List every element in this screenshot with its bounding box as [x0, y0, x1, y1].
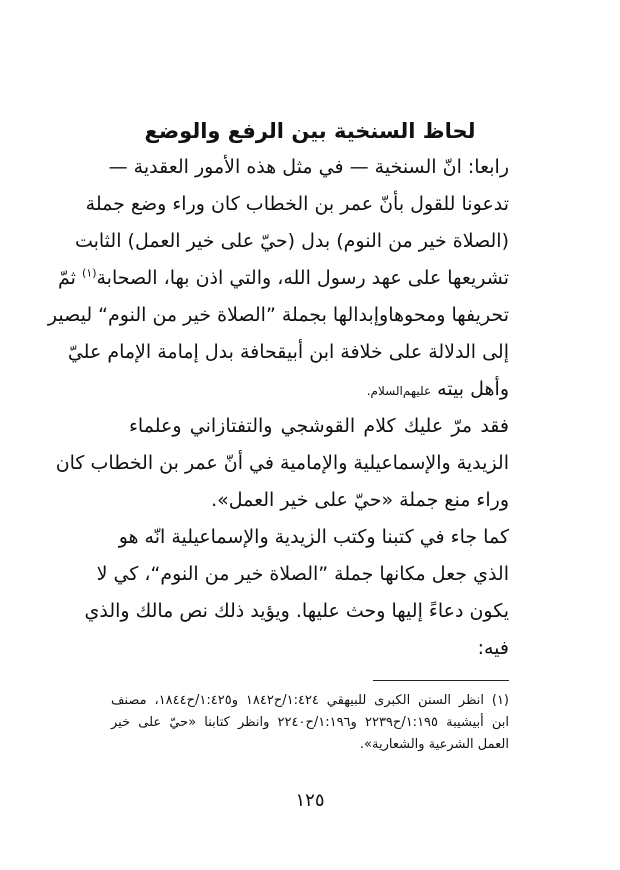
- body-line-text: تشريعها على عهد رسول الله، والتي اذن بها، الصحابة: [96, 267, 509, 289]
- body-line-text: وأهل بيته: [437, 378, 509, 400]
- body-line: الذي جعل مكانها جملة ”الصلاة خير من النوم“، كي لا: [96, 563, 509, 585]
- footnote-line: (١) انظر السنن الكبرى للبيهقي ١:٤٢٤/ح١٨٤٢ و١:٤٢٥/ح١٨٤٤، مصنف: [111, 693, 509, 708]
- blessing-text: عليهم‌السلام.: [366, 384, 432, 398]
- body-line-tail: ثمّ: [57, 267, 76, 289]
- body-line: تدعونا للقول بأنّ عمر بن الخطاب كان وراء وضع جملة: [85, 193, 509, 215]
- body-line: فقد مرّ عليك كلام القوشجي والتفتازاني وعلماء: [129, 415, 509, 437]
- body-line: رابعا: انّ السنخية — في مثل هذه الأمور العقدية —: [108, 156, 509, 178]
- page-number: ١٢٥: [295, 790, 325, 811]
- body-line: يكون دعاءً إليها وحث عليها. ويؤيد ذلك نص مالك والذي: [84, 600, 509, 622]
- body-line: وراء منع جملة «حيّ على خير العمل».: [211, 489, 509, 511]
- footnote-line: ابن أبيشيبة ١:١٩٥/ح٢٢٣٩ و١:١٩٦/ح٢٢٤٠ وانظر كتابنا «حيّ على خير: [111, 715, 509, 730]
- body-line: تحريفها ومحوهاوإبدالها بجملة ”الصلاة خير من النوم“ ليصير: [47, 304, 509, 326]
- body-line: إلى الدلالة على خلافة ابن أبيقحافة بدل إمامة الإمام عليّ: [67, 341, 509, 363]
- body-line: كما جاء في كتبنا وكتب الزيدية والإسماعيلية انّه هو: [118, 526, 509, 548]
- footnote-line: العمل الشرعية والشعارية».: [359, 737, 509, 752]
- body-line: فيه:: [477, 637, 509, 659]
- body-line: الزيدية والإسماعيلية والإمامية في أنّ عمر بن الخطاب كان: [55, 452, 509, 474]
- section-heading: لحاظ السنخية بين الرفع والوضع: [144, 119, 476, 143]
- body-line: (الصلاة خير من النوم) بدل (حيّ على خير العمل) الثابت: [74, 230, 509, 252]
- footnote-divider: [373, 680, 509, 681]
- body-line: [57, 263, 509, 293]
- body-line: [111, 374, 509, 406]
- footnote-reference[interactable]: (١): [81, 266, 97, 280]
